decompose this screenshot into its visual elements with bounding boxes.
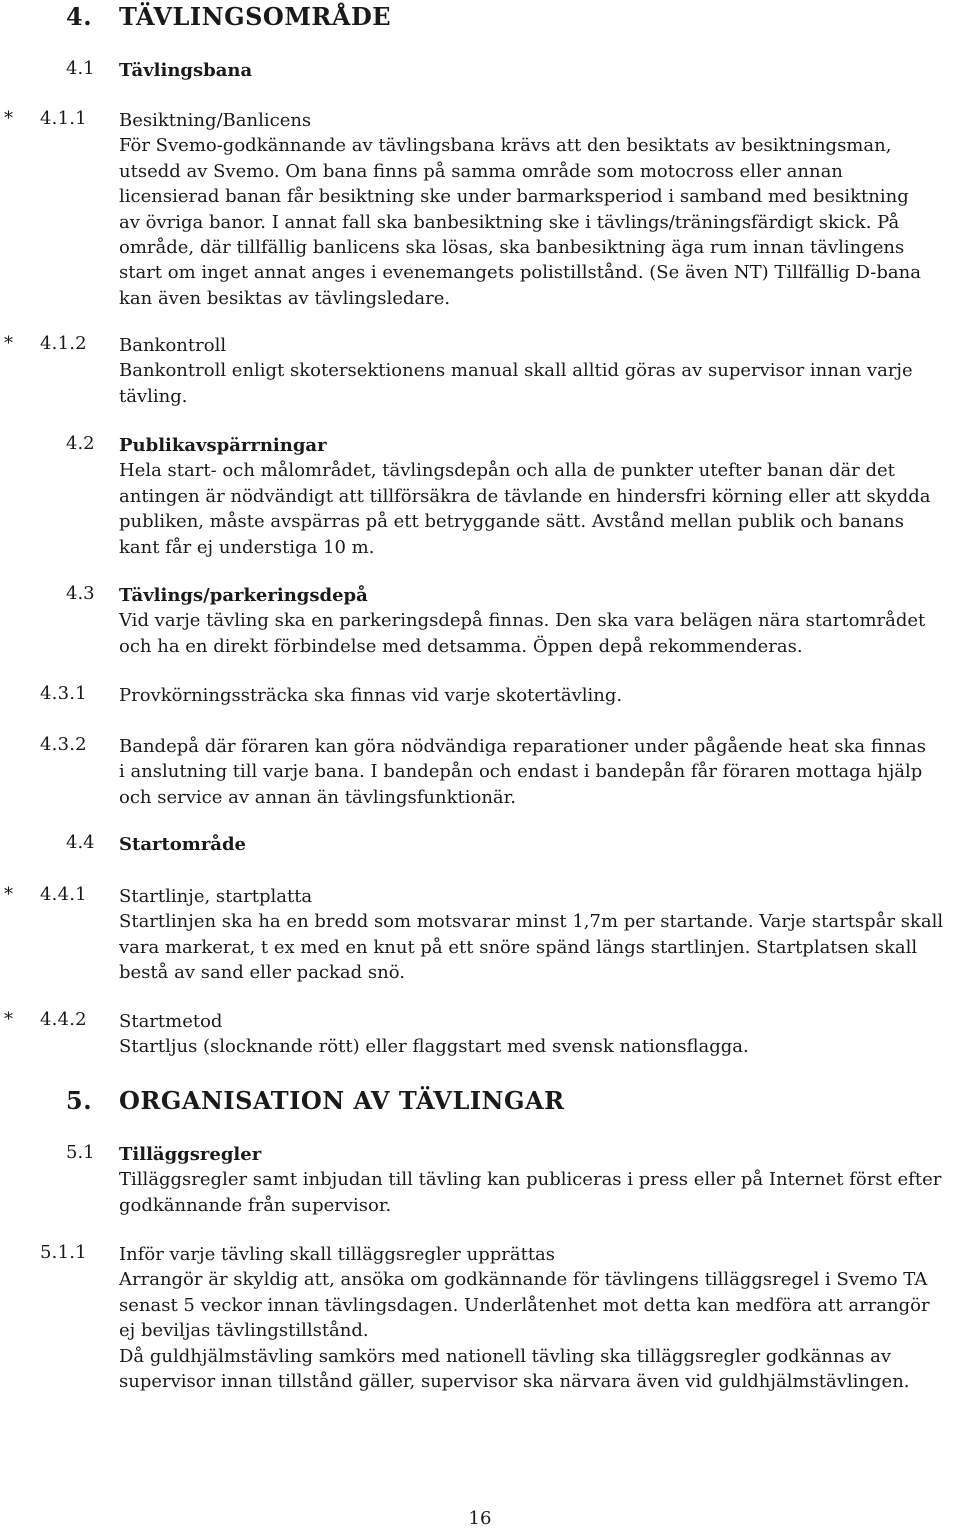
- chapter-number: 4.: [66, 2, 93, 31]
- section-block: [119, 1242, 949, 1394]
- text-line: i anslutning till varje bana. I bandepån och endast i bandepån får föraren mottaga hjälp: [119, 761, 923, 783]
- section-number: 4.3.2: [40, 734, 87, 755]
- section-title: Besiktning/Banlicens: [119, 110, 312, 131]
- text-line: start om inget annat anges i evenemangets polistillstånd. (Se även NT) Tillfällig D-bana: [119, 262, 921, 284]
- text-line: För Svemo-godkännande av tävlingsbana krävs att den besiktats av besiktningsman,: [119, 135, 892, 157]
- text-line: Bandepå där föraren kan göra nödvändiga reparationer under pågående heat ska finnas: [119, 736, 927, 757]
- text-line: Arrangör är skyldig att, ansöka om godkännande för tävlingens tilläggsregel i Svemo TA: [119, 1269, 928, 1291]
- section-title: Tilläggsregler: [119, 1144, 262, 1165]
- text-line: Startlinjen ska ha en bredd som motsvarar minst 1,7m per startande. Varje startspår skall: [119, 911, 944, 933]
- section-number: 4.1.1: [40, 108, 87, 129]
- text-line: Tilläggsregler samt inbjudan till tävling kan publiceras i press eller på Internet först efter: [119, 1169, 942, 1191]
- text-line: vara markerat, t ex med en knut på ett snöre spänd längs startlinjen. Startplatsen skall: [119, 936, 918, 958]
- text-line: bestå av sand eller packad snö.: [119, 962, 405, 984]
- chapter-number: 5.: [66, 1086, 93, 1115]
- section-block: [119, 1009, 949, 1060]
- section-number: 4.3: [66, 583, 95, 604]
- section-title: Tävlingsbana: [119, 60, 253, 81]
- section-block: [119, 108, 949, 311]
- section-block: [119, 884, 949, 986]
- section-number: 4.3.1: [40, 683, 87, 704]
- chapter-title: ORGANISATION AV TÄVLINGAR: [119, 1086, 565, 1115]
- section-title: Tävlings/parkeringsdepå: [119, 585, 368, 606]
- text-line: Startljus (slocknande rött) eller flaggstart med svensk nationsflagga.: [119, 1036, 749, 1058]
- text-line: ej beviljas tävlingstillstånd.: [119, 1320, 369, 1342]
- section-block: [119, 583, 949, 659]
- text-line: Hela start- och målområdet, tävlingsdepån och alla de punkter utefter banan där det: [119, 460, 895, 482]
- text-line: tävling.: [119, 385, 188, 407]
- text-line: Då guldhjälmstävling samkörs med nationell tävling ska tilläggsregler godkännas av: [119, 1345, 892, 1367]
- text-line: antingen är nödvändigt att tillförsäkra de tävlande en hindersfri körning eller att skydda: [119, 485, 931, 507]
- section-title: Bankontroll: [119, 335, 227, 356]
- chapter-title: TÄVLINGSOMRÅDE: [119, 2, 392, 31]
- section-block: [119, 433, 949, 560]
- section-number: 4.1.2: [40, 333, 87, 354]
- text-line: och ha en direkt förbindelse med detsamma. Öppen depå rekommenderas.: [119, 635, 803, 657]
- section-number: 5.1.1: [40, 1242, 87, 1263]
- page-number: 16: [468, 1508, 492, 1529]
- text-line: licensierad banan får besiktning ske under barmarksperiod i samband med besiktning: [119, 186, 909, 208]
- section-block: [119, 1142, 949, 1218]
- section-title: Startområde: [119, 834, 247, 855]
- section-block: [119, 734, 949, 810]
- section-number: 4.2: [66, 433, 95, 454]
- text-line: kant får ej understiga 10 m.: [119, 536, 375, 558]
- section-block: [119, 683, 949, 708]
- revision-marker: *: [4, 333, 13, 354]
- section-block: [119, 333, 949, 409]
- text-line: utsedd av Svemo. Om bana finns på samma område som motocross eller annan: [119, 160, 843, 182]
- text-line: och service av annan än tävlingsfunktionär.: [119, 786, 516, 808]
- section-number: 4.4.2: [40, 1009, 87, 1030]
- section-title: Publikavspärrningar: [119, 435, 327, 456]
- text-line: supervisor innan tillstånd gäller, supervisor ska närvara även vid guldhjälmstävlingen.: [119, 1371, 910, 1393]
- text-line: Vid varje tävling ska en parkeringsdepå finnas. Den ska vara belägen nära startområdet: [119, 610, 926, 632]
- text-line: publiken, måste avspärras på ett betryggande sätt. Avstånd mellan publik och banans: [119, 511, 905, 533]
- text-line: av övriga banor. I annat fall ska banbesiktning ske i tävlings/träningsfärdigt skick. På: [119, 211, 900, 233]
- text-line: Bankontroll enligt skotersektionens manual skall alltid göras av supervisor innan varje: [119, 360, 913, 382]
- section-number: 5.1: [66, 1142, 95, 1163]
- text-line: godkännande från supervisor.: [119, 1194, 392, 1216]
- section-title: Inför varje tävling skall tilläggsregler upprättas: [119, 1244, 556, 1265]
- section-number: 4.1: [66, 58, 95, 79]
- section-title: Startmetod: [119, 1011, 223, 1032]
- revision-marker: *: [4, 884, 13, 905]
- revision-marker: *: [4, 108, 13, 129]
- revision-marker: *: [4, 1009, 13, 1030]
- text-line: senast 5 veckor innan tävlingsdagen. Underlåtenhet mot detta kan medföra att arrangör: [119, 1294, 930, 1316]
- section-number: 4.4.1: [40, 884, 87, 905]
- text-line: område, där tillfällig banlicens ska lösas, ska banbesiktning äga rum innan tävlingens: [119, 237, 905, 259]
- text-line: kan även besiktas av tävlingsledare.: [119, 287, 451, 309]
- text-line: Provkörningssträcka ska finnas vid varje skotertävling.: [119, 685, 623, 706]
- section-title: Startlinje, startplatta: [119, 886, 313, 907]
- section-number: 4.4: [66, 832, 95, 853]
